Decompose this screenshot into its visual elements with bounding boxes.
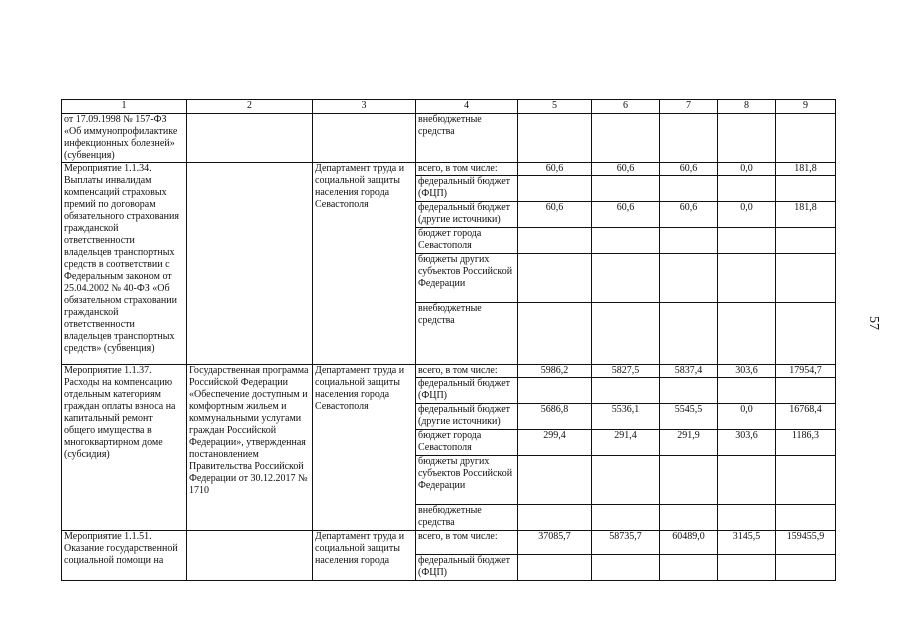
value-cell bbox=[776, 254, 836, 303]
program-cell bbox=[187, 531, 313, 581]
value-cell: 303,6 bbox=[718, 365, 776, 378]
value-cell bbox=[518, 303, 592, 365]
value-cell bbox=[660, 456, 718, 505]
value-cell bbox=[592, 303, 660, 365]
value-cell: 5536,1 bbox=[592, 404, 660, 430]
source-cell: бюджет города Севастополя bbox=[416, 430, 518, 456]
value-cell: 37085,7 bbox=[518, 531, 592, 555]
value-cell bbox=[518, 555, 592, 581]
value-cell bbox=[660, 176, 718, 202]
value-cell bbox=[592, 456, 660, 505]
value-cell: 60,6 bbox=[518, 163, 592, 176]
source-cell: федеральный бюджет (другие источники) bbox=[416, 202, 518, 228]
source-cell: бюджет города Севастополя bbox=[416, 228, 518, 254]
header-cell: 4 bbox=[416, 100, 518, 114]
value-cell bbox=[518, 505, 592, 531]
header-cell: 9 bbox=[776, 100, 836, 114]
page-number: 57 bbox=[866, 316, 881, 330]
source-cell: бюджеты других субъектов Российской Федерации bbox=[416, 254, 518, 303]
value-cell bbox=[518, 228, 592, 254]
value-cell bbox=[660, 555, 718, 581]
source-cell: федеральный бюджет (ФЦП) bbox=[416, 176, 518, 202]
value-cell bbox=[660, 254, 718, 303]
executor-cell: Департамент труда и социальной защиты населения города Севастополя bbox=[313, 163, 416, 365]
value-cell bbox=[592, 254, 660, 303]
source-cell: внебюджетные средства bbox=[416, 303, 518, 365]
source-cell: федеральный бюджет (ФЦП) bbox=[416, 555, 518, 581]
value-cell: 60,6 bbox=[660, 202, 718, 228]
measure-cell: Мероприятие 1.1.51. Оказание государственной социальной помощи на bbox=[62, 531, 187, 581]
value-cell: 291,4 bbox=[592, 430, 660, 456]
value-cell: 0,0 bbox=[718, 202, 776, 228]
value-cell: 16768,4 bbox=[776, 404, 836, 430]
value-cell bbox=[592, 228, 660, 254]
value-cell: 0,0 bbox=[718, 163, 776, 176]
executor-cell bbox=[313, 114, 416, 163]
value-cell bbox=[592, 176, 660, 202]
value-cell: 299,4 bbox=[518, 430, 592, 456]
value-cell: 5545,5 bbox=[660, 404, 718, 430]
value-cell bbox=[718, 456, 776, 505]
value-cell bbox=[718, 303, 776, 365]
value-cell: 1186,3 bbox=[776, 430, 836, 456]
value-cell: 60,6 bbox=[592, 202, 660, 228]
header-row bbox=[62, 100, 836, 114]
value-cell: 5686,8 bbox=[518, 404, 592, 430]
source-cell: федеральный бюджет (ФЦП) bbox=[416, 378, 518, 404]
source-cell: внебюджетные средства bbox=[416, 114, 518, 163]
source-cell: федеральный бюджет (другие источники) bbox=[416, 404, 518, 430]
table-row bbox=[62, 163, 836, 176]
header-cell: 8 bbox=[718, 100, 776, 114]
value-cell bbox=[518, 176, 592, 202]
value-cell bbox=[518, 114, 592, 163]
value-cell bbox=[718, 176, 776, 202]
value-cell bbox=[776, 456, 836, 505]
measure-cell: от 17.09.1998 № 157-ФЗ «Об иммунопрофилактике инфекционных болезней» (субвенция) bbox=[62, 114, 187, 163]
executor-cell: Департамент труда и социальной защиты населения города Севастополя bbox=[313, 365, 416, 531]
value-cell bbox=[660, 114, 718, 163]
source-cell: всего, в том числе: bbox=[416, 163, 518, 176]
value-cell: 303,6 bbox=[718, 430, 776, 456]
executor-cell: Департамент труда и социальной защиты населения города bbox=[313, 531, 416, 581]
measure-cell: Мероприятие 1.1.34. Выплаты инвалидам компенсаций страховых премий по договорам обязательного страхования гражданской ответственности владельцев транспортных средств в соответствии с Федеральным законом от 25.04.2002 № 40-ФЗ «Об обязательном страховании гражданской ответственности владельцев транспортных средств» (субвенция) bbox=[62, 163, 187, 365]
value-cell: 0,0 bbox=[718, 404, 776, 430]
source-cell: всего, в том числе: bbox=[416, 365, 518, 378]
value-cell bbox=[776, 378, 836, 404]
value-cell bbox=[718, 505, 776, 531]
table-row bbox=[62, 365, 836, 378]
value-cell: 5827,5 bbox=[592, 365, 660, 378]
value-cell bbox=[776, 228, 836, 254]
value-cell bbox=[592, 114, 660, 163]
measure-cell: Мероприятие 1.1.37. Расходы на компенсацию отдельным категориям граждан оплаты взноса на капитальный ремонт общего имущества в многоквартирном доме (субсидия) bbox=[62, 365, 187, 531]
header-cell: 1 bbox=[62, 100, 187, 114]
value-cell bbox=[718, 254, 776, 303]
value-cell: 291,9 bbox=[660, 430, 718, 456]
value-cell bbox=[776, 114, 836, 163]
value-cell bbox=[518, 254, 592, 303]
value-cell: 181,8 bbox=[776, 163, 836, 176]
value-cell: 159455,9 bbox=[776, 531, 836, 555]
value-cell bbox=[592, 505, 660, 531]
table-row bbox=[62, 531, 836, 555]
value-cell: 5986,2 bbox=[518, 365, 592, 378]
value-cell bbox=[776, 555, 836, 581]
value-cell: 58735,7 bbox=[592, 531, 660, 555]
value-cell bbox=[518, 456, 592, 505]
value-cell bbox=[660, 303, 718, 365]
value-cell: 17954,7 bbox=[776, 365, 836, 378]
value-cell: 60,6 bbox=[660, 163, 718, 176]
value-cell bbox=[592, 378, 660, 404]
value-cell bbox=[660, 378, 718, 404]
value-cell bbox=[718, 228, 776, 254]
value-cell bbox=[718, 114, 776, 163]
value-cell bbox=[718, 555, 776, 581]
value-cell bbox=[660, 228, 718, 254]
value-cell: 60489,0 bbox=[660, 531, 718, 555]
value-cell bbox=[776, 505, 836, 531]
source-cell: бюджеты других субъектов Российской Федерации bbox=[416, 456, 518, 505]
value-cell bbox=[592, 555, 660, 581]
value-cell: 60,6 bbox=[518, 202, 592, 228]
source-cell: внебюджетные средства bbox=[416, 505, 518, 531]
value-cell: 181,8 bbox=[776, 202, 836, 228]
header-cell: 6 bbox=[592, 100, 660, 114]
value-cell bbox=[718, 378, 776, 404]
header-cell: 2 bbox=[187, 100, 313, 114]
value-cell: 3145,5 bbox=[718, 531, 776, 555]
table-row bbox=[62, 114, 836, 163]
value-cell bbox=[660, 505, 718, 531]
value-cell bbox=[776, 303, 836, 365]
header-cell: 5 bbox=[518, 100, 592, 114]
value-cell bbox=[776, 176, 836, 202]
value-cell: 60,6 bbox=[592, 163, 660, 176]
program-cell bbox=[187, 163, 313, 365]
header-cell: 7 bbox=[660, 100, 718, 114]
value-cell: 5837,4 bbox=[660, 365, 718, 378]
source-cell: всего, в том числе: bbox=[416, 531, 518, 555]
header-cell: 3 bbox=[313, 100, 416, 114]
program-table bbox=[61, 99, 836, 581]
program-cell: Государственная программа Российской Федерации «Обеспечение доступным и комфортным жильем и коммунальными услугами граждан Российской Федерации», утвержденная постановлением Правительства Российской Федерации от 30.12.2017 № 1710 bbox=[187, 365, 313, 531]
value-cell bbox=[518, 378, 592, 404]
program-cell bbox=[187, 114, 313, 163]
